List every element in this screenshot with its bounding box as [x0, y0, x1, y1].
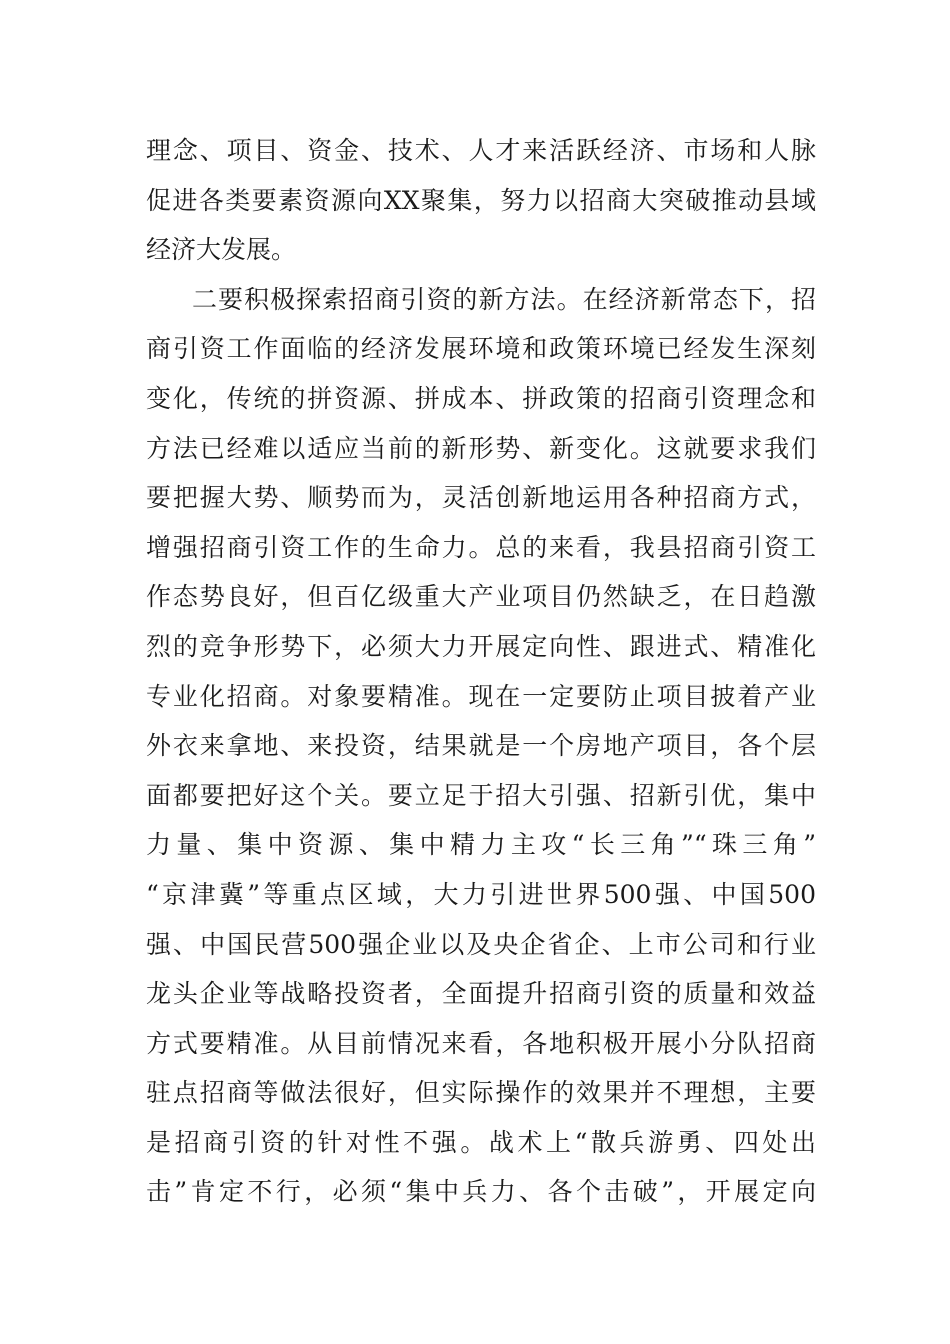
text-line: 驻点招商等做法很好，但实际操作的效果并不理想，主要: [146, 1078, 816, 1108]
text-line: 强、中国民营500强企业以及央企省企、上市公司和行业: [146, 929, 816, 959]
paragraph-1: [146, 126, 816, 275]
text-line: 击”肯定不行，必须“集中兵力、各个击破”，开展定向: [146, 1177, 816, 1207]
text-line: 作态势良好，但百亿级重大产业项目仍然缺乏，在日趋激: [146, 582, 816, 612]
paragraph-2: [146, 275, 816, 1217]
text-line: 专业化招商。对象要精准。现在一定要防止项目披着产业: [146, 681, 816, 711]
text-line: 理念、项目、资金、技术、人才来活跃经济、市场和人脉: [146, 136, 816, 165]
text-line: 要把握大势、顺势而为，灵活创新地运用各种招商方式，: [146, 483, 816, 513]
text-line: 面都要把好这个关。要立足于招大引强、招新引优，集中: [146, 780, 816, 810]
text-line: 方法已经难以适应当前的新形势、新变化。这就要求我们: [146, 433, 816, 463]
text-line: 促进各类要素资源向XX聚集，努力以招商大突破推动县域: [146, 185, 816, 215]
text-line: “京津冀”等重点区域，大力引进世界500强、中国500: [146, 879, 816, 909]
text-line: 增强招商引资工作的生命力。总的来看，我县招商引资工: [146, 532, 816, 562]
text-line: 力量、集中资源、集中精力主攻“长三角”“珠三角”: [146, 830, 816, 860]
text-line: 方式要精准。从目前情况来看，各地积极开展小分队招商: [146, 1028, 816, 1058]
text-line: 变化，传统的拼资源、拼成本、拼政策的招商引资理念和: [146, 383, 816, 413]
text-line: 龙头企业等战略投资者，全面提升招商引资的质量和效益: [146, 979, 816, 1009]
text-line: 商引资工作面临的经济发展环境和政策环境已经发生深刻: [146, 334, 816, 364]
text-line: 二要积极探索招商引资的新方法。在经济新常态下，招: [192, 284, 816, 314]
text-line: 外衣来拿地、来投资，结果就是一个房地产项目，各个层: [146, 731, 816, 761]
text-line: 烈的竞争形势下，必须大力开展定向性、跟进式、精准化: [146, 631, 816, 661]
text-line: 是招商引资的针对性不强。战术上“散兵游勇、四处出: [146, 1127, 816, 1157]
body-text: [146, 126, 816, 1217]
text-line: 经济大发展。: [146, 235, 297, 265]
